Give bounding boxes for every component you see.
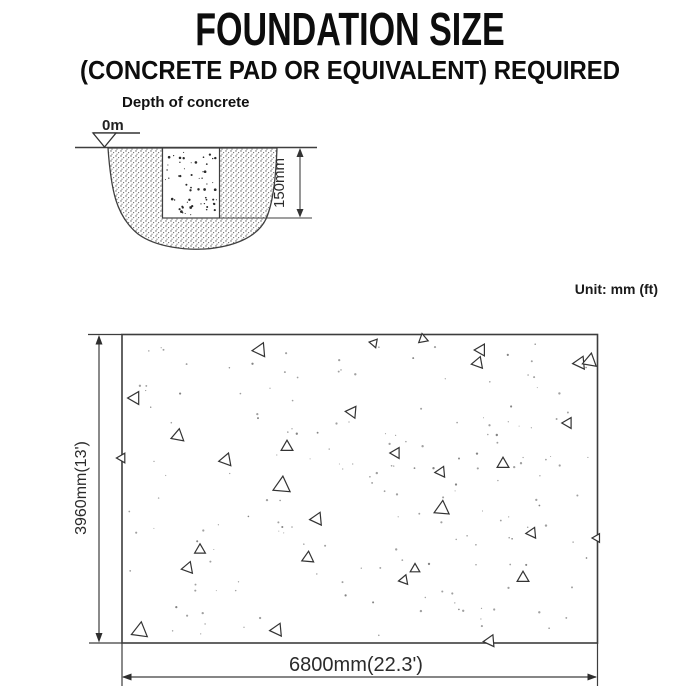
depth-dimension-label: 150mm bbox=[271, 157, 288, 209]
depth-diagram-title: Depth of concrete bbox=[122, 94, 250, 111]
pad-diagram bbox=[60, 322, 645, 697]
ground-level-label: 0m bbox=[102, 117, 124, 134]
header bbox=[0, 3, 700, 85]
height-dimension bbox=[73, 335, 103, 643]
depth-diagram bbox=[60, 88, 340, 263]
height-dimension-label: 3960mm(13') bbox=[73, 441, 90, 535]
unit-note: Unit: mm (ft) bbox=[574, 281, 658, 297]
datum-triangle-icon bbox=[93, 133, 116, 147]
pad-outline bbox=[122, 335, 598, 644]
width-dimension bbox=[122, 654, 597, 681]
page-title: FOUNDATION SIZE bbox=[195, 3, 505, 55]
width-dimension-label: 6800mm(22.3') bbox=[289, 654, 423, 676]
page-subtitle: (CONCRETE PAD OR EQUIVALENT) REQUIRED bbox=[79, 55, 620, 85]
